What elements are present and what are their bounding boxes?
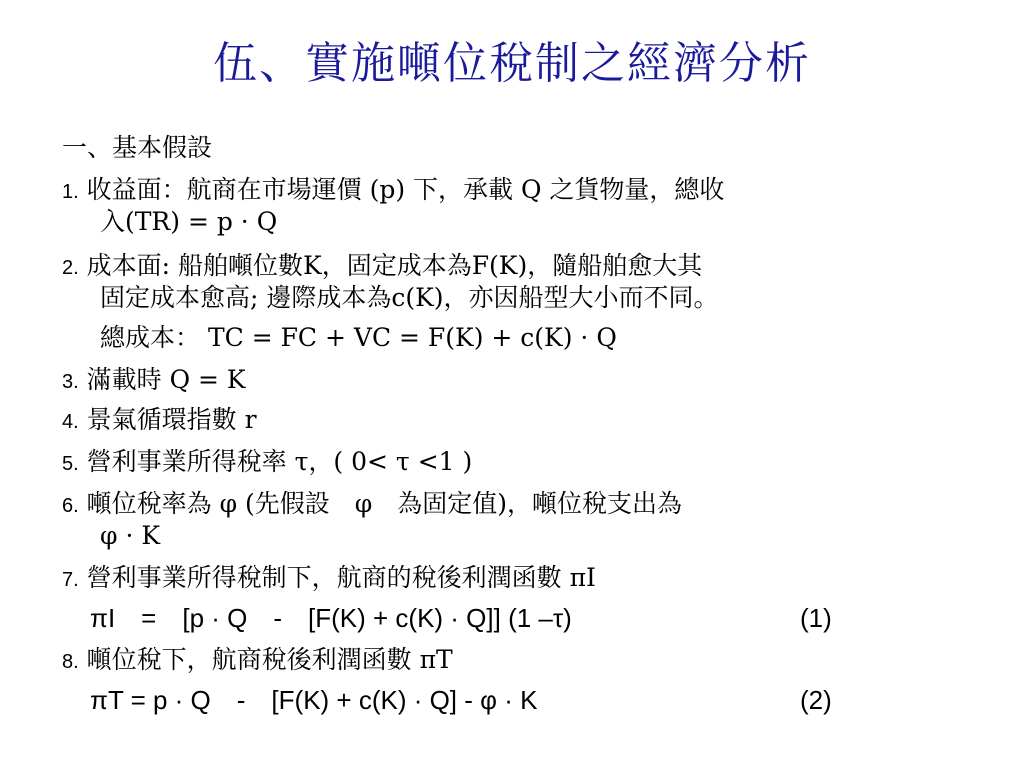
item-text: 收益面：航商在市場運價 (p) 下，承載 Q 之貨物量，總收 <box>86 175 725 204</box>
item-number: 5. <box>62 453 79 475</box>
item-number: 1. <box>62 181 79 203</box>
item-number: 4. <box>62 411 79 433</box>
equation-2: πT = p · Q - [F(K) + c(K) · Q] - φ · K <box>90 685 538 715</box>
list-item-2 <box>62 250 702 284</box>
list-item-1-continuation: 入(TR) = p · Q <box>100 207 278 236</box>
equation-1-number: (1) <box>800 603 832 633</box>
item-number: 2. <box>62 257 79 279</box>
equation-1: πI = [p · Q - [F(K) + c(K) · Q]] (1 –τ) <box>90 603 572 633</box>
item-text: 噸位稅下，航商稅後利潤函數 πT <box>86 645 453 674</box>
list-item-6-continuation: φ · K <box>100 521 161 550</box>
item-text: 噸位稅率為 φ (先假設 φ 為固定值)，噸位稅支出為 <box>86 489 683 518</box>
list-item-5 <box>62 446 472 480</box>
total-cost-formula: 總成本： TC = FC + VC = F(K) + c(K) · Q <box>100 323 617 352</box>
item-text: 營利事業所得稅率 τ，( 0< τ <1 ) <box>86 447 473 476</box>
item-number: 8. <box>62 651 79 673</box>
list-item-2-continuation: 固定成本愈高; 邊際成本為c(K)，亦因船型大小而不同。 <box>100 283 719 312</box>
item-number: 7. <box>62 569 79 591</box>
item-text: 滿載時 Q = K <box>86 365 246 394</box>
item-text: 營利事業所得稅制下，航商的稅後利潤函數 πI <box>86 563 596 592</box>
item-text: 成本面: 船舶噸位數K，固定成本為F(K)，隨船舶愈大其 <box>86 251 703 280</box>
item-number: 3. <box>62 371 79 393</box>
list-item-3 <box>62 364 246 398</box>
list-item-8 <box>62 644 453 678</box>
item-number: 6. <box>62 495 79 517</box>
slide-title: 伍、實施噸位稅制之經濟分析 <box>213 38 811 89</box>
equation-2-number: (2) <box>800 685 832 715</box>
list-item-7 <box>62 562 596 596</box>
list-item-1 <box>62 174 724 208</box>
list-item-4 <box>62 404 257 438</box>
item-text: 景氣循環指數 r <box>86 405 257 434</box>
list-item-6 <box>62 488 682 522</box>
section-heading: 一、基本假設 <box>62 133 213 162</box>
